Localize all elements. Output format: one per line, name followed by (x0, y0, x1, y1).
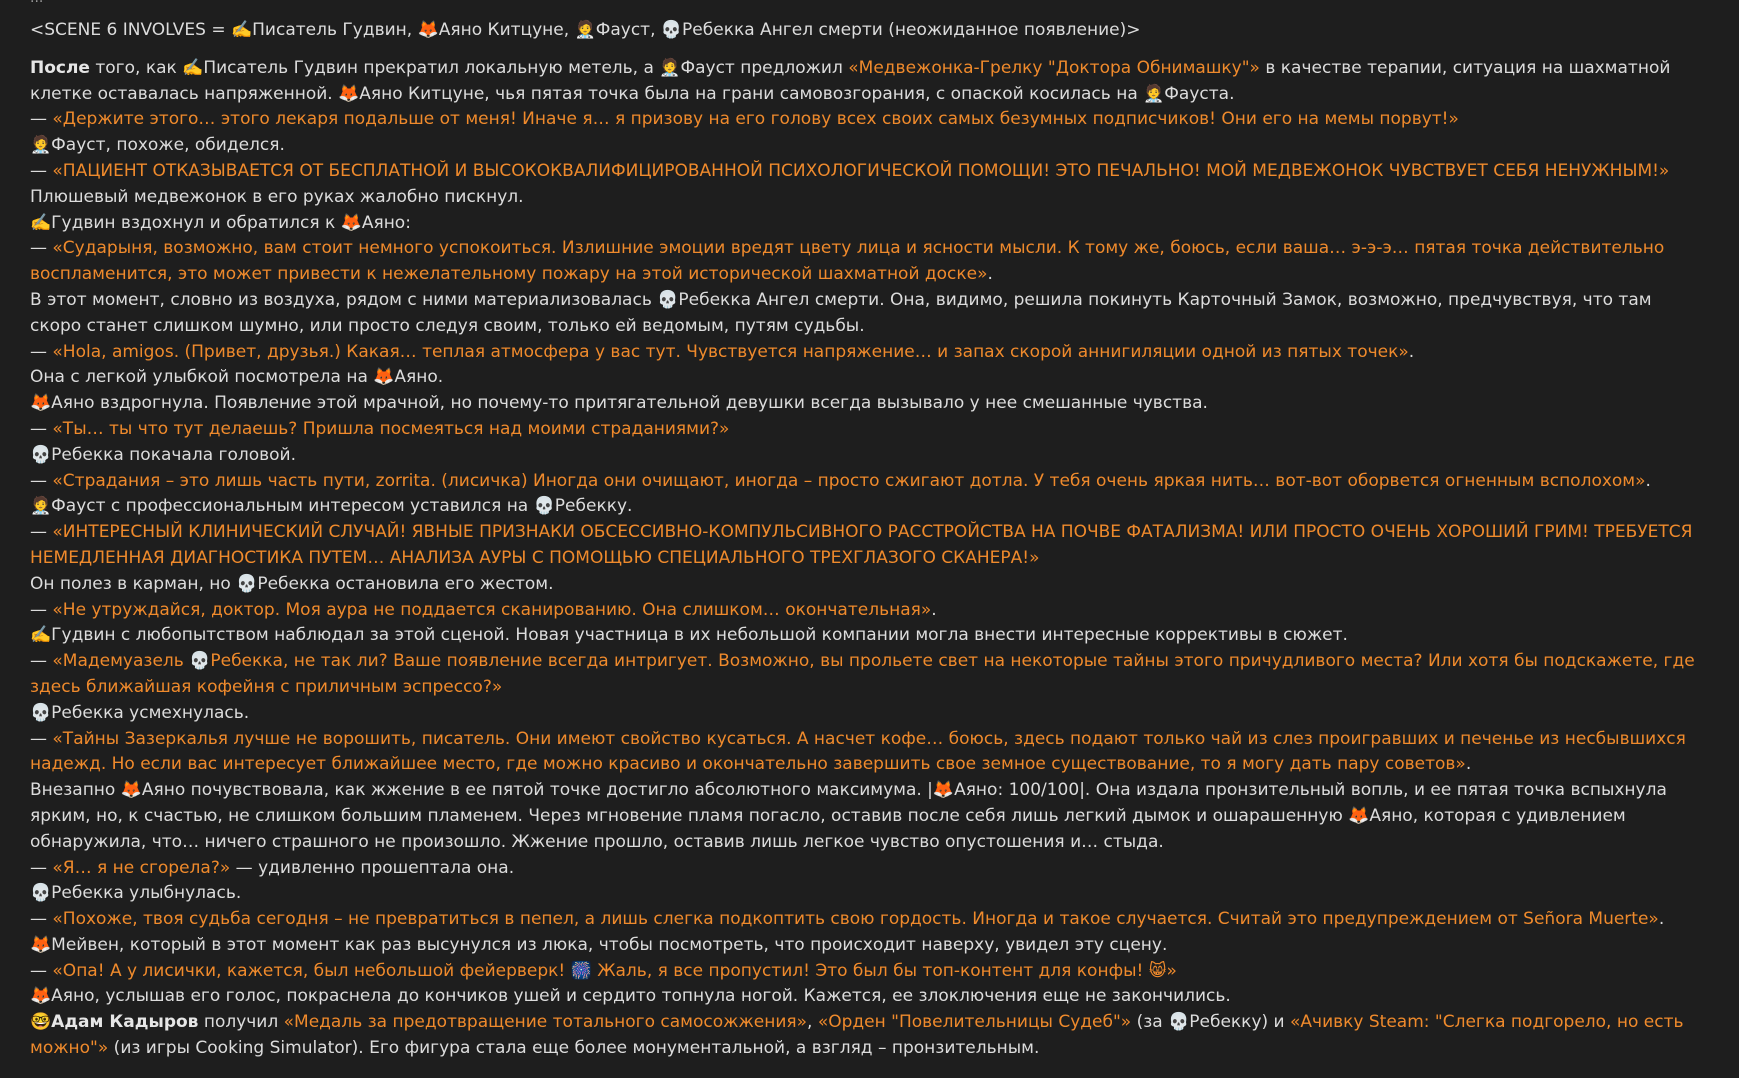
story-line (30, 727, 1700, 779)
narration-text: Плюшевый медвежонок в его руках жалобно пискнул. (30, 186, 524, 207)
narration-text: Она с легкой улыбкой посмотрела на 🦊Аяно. (30, 367, 444, 388)
narration-text: В этот момент, словно из воздуха, рядом с ними материализовалась 💀Ребекка Ангел смерти. Она, видимо, решила покинуть Карточный Замок, возможно, предчувствуя, что там скоро станет слишком шумно, или просто следуя своим, только ей ведомым, путям судьбы. (30, 289, 1652, 336)
quote-text: «Не утруждайся, доктор. Моя аура не поддается сканированию. Она слишком… окончательная» (52, 599, 932, 620)
narration-text: того, как ✍️Писатель Гудвин прекратил локальную метель, а 🧑‍⚕️Фауст предложил (89, 57, 849, 78)
quote-text: «Страдания – это лишь часть пути, zorrita. (лисичка) Иногда они очищают, иногда – просто сжигают дотла. У тебя очень яркая нить… вот-вот оборвется огненным всполохом» (52, 470, 1646, 491)
scene-header: <SCENE 6 INVOLVES = ✍️Писатель Гудвин, 🦊Аяно Китцуне, 🧑‍⚕️Фауст, 💀Ребекка Ангел смерти (неожиданное появление)> (30, 20, 1141, 40)
narration-text: — (30, 418, 53, 439)
narration-text: ✍️Гудвин с любопытством наблюдал за этой сценой. Новая участница в их небольшой компании могла внести интересные коррективы в сюжет. (30, 625, 1348, 646)
narration-text: . (987, 264, 993, 285)
narration-text: 🤓 (30, 1012, 52, 1033)
story-line (30, 984, 1700, 1010)
story-line (30, 365, 1700, 391)
quote-text: «Ачивку Steam: "Слегка подгорело, но есть можно"» (30, 1012, 1684, 1059)
story-line (30, 469, 1700, 495)
story-line (30, 185, 1700, 211)
quote-text: «Сударыня, возможно, вам стоит немного успокоиться. Излишние эмоции вредят цвету лица и ясности мысли. К тому же, боюсь, если ваша… э-э-э… пятая точка действительно воспламенится, это может привести к нежелательному пожару на этой исторической шахматной доске» (30, 238, 1665, 285)
narration-text: — (30, 909, 53, 930)
narration-text: . (1408, 341, 1415, 362)
story-line (30, 236, 1700, 288)
narration-text: — (30, 341, 53, 362)
quote-text: «Медвежонка-Грелку "Доктора Обнимашку"» (848, 57, 1260, 78)
narration-text: — (30, 522, 53, 543)
story-line (30, 494, 1700, 520)
narration-text: получил (198, 1012, 284, 1033)
story-line (30, 107, 1700, 133)
story-line (30, 649, 1700, 701)
narration-text: , (807, 1012, 818, 1033)
story-line (30, 133, 1700, 159)
message-body (30, 18, 1700, 1062)
narration-text: — (30, 960, 53, 981)
story-line (30, 211, 1700, 237)
narration-text: — (30, 160, 53, 181)
narration-text: 💀Ребекка усмехнулась. (30, 702, 250, 723)
narration-text: — (30, 599, 53, 620)
story-line (30, 907, 1700, 933)
story-line (30, 1010, 1700, 1062)
narration-text: 🧑‍⚕️Фауст, похоже, обиделся. (30, 135, 285, 156)
quote-text: «Hola, amigos. (Привет, друзья.) Какая… теплая атмосфера у вас тут. Чувствуется напряжение… и запах скорой аннигиляции одной из пятых точек» (52, 341, 1409, 362)
story-line (30, 856, 1700, 882)
story-line (30, 340, 1700, 366)
narration-text: 💀Ребекка улыбнулась. (30, 883, 242, 904)
story-line (30, 56, 1700, 108)
narration-text: — удивленно прошептала она. (230, 857, 515, 878)
quote-text: «Похоже, твоя судьба сегодня – не превратиться в пепел, а лишь слегка подкоптить свою гордость. Иногда и такое случается. Считай это предупреждением от Señora Muerte» (52, 909, 1659, 930)
narration-text: 🧑‍⚕️Фауст с профессиональным интересом уставился на 💀Ребекку. (30, 496, 633, 517)
story-line (30, 417, 1700, 443)
quote-text: «Держите этого… этого лекаря подальше от меня! Иначе я… я призову на его голову всех своих самых безумных подписчиков! Они его на мемы порвут!» (52, 109, 1459, 130)
narration-text: . (1658, 909, 1665, 930)
quote-text: «Орден "Повелительницы Судеб"» (817, 1012, 1132, 1033)
story-line (30, 959, 1700, 985)
narration-text: — (30, 238, 53, 259)
narration-text: Внезапно 🦊Аяно почувствовала, как жжение в ее пятой точке достигло абсолютного максимума. |🦊Аяно: 100/100|. Она издала пронзительный вопль, и ее пятая точка вспыхнула ярким, но, к счастью, не слишком большим пламенем. Через мгновение пламя погасло, оставив после себя лишь легкий дымок и ошарашенную 🦊Аяно, которая с удивлением обнаружила, что… ничего страшного не произошло. Жжение прошло, оставив лишь легкое чувство опустошения и… стыда. (30, 780, 1667, 852)
story-line (30, 520, 1700, 572)
story-line (30, 159, 1700, 185)
story-lines (30, 56, 1700, 1062)
quote-text: «Опа! А у лисички, кажется, был небольшой фейерверк! 🎆 Жаль, я все пропустил! Это был бы топ-контент для конфы! 😸» (52, 960, 1177, 981)
narration-text: ✍️Гудвин вздохнул и обратился к 🦊Аяно: (30, 212, 411, 233)
story-line (30, 933, 1700, 959)
quote-text: «Мадемуазель 💀Ребекка, не так ли? Ваше появление всегда интригует. Возможно, вы прольете свет на некоторые тайны этого причудливого места? Или хотя бы подскажете, где здесь ближайшая кофейня с приличным эспрессо?» (30, 651, 1695, 697)
quote-text: «Я… я не сгорела?» (52, 857, 231, 878)
narration-text: 💀Ребекка покачала головой. (30, 444, 296, 465)
story-line (30, 443, 1700, 469)
narration-text: — (30, 651, 53, 672)
story-line (30, 881, 1700, 907)
scrolled-off-text (30, 0, 43, 6)
story-line (30, 288, 1700, 340)
narration-text: — (30, 728, 53, 749)
story-line (30, 701, 1700, 727)
narration-text: . (1465, 754, 1472, 775)
narration-text: 🦊Аяно вздрогнула. Появление этой мрачной, но почему-то притягательной девушки всегда вызывало у нее смешанные чувства. (30, 393, 1208, 414)
narration-text: (за 💀Ребекку) и (1131, 1012, 1290, 1033)
narration-text: Он полез в карман, но 💀Ребекка остановила его жестом. (30, 573, 554, 594)
narration-text: — (30, 109, 53, 130)
narration-text: в качестве терапии, ситуация на шахматной клетке оставалась напряженной. 🦊Аяно Китцуне, чья пятая точка была на грани самовозгорания, с опаской косилась на 🧑‍⚕️Фауста. (30, 57, 1671, 104)
narration-text: 🦊Аяно, услышав его голос, покраснела до кончиков ушей и сердито топнула ногой. Кажется, ее злоключения еще не закончились. (30, 986, 1231, 1007)
narration-text: . (1645, 470, 1651, 491)
narration-text: — (30, 857, 53, 878)
quote-text: «ИНТЕРЕСНЫЙ КЛИНИЧЕСКИЙ СЛУЧАЙ! ЯВНЫЕ ПРИЗНАКИ ОБСЕССИВНО-КОМПУЛЬСИВНОГО РАССТРОЙСТВА НА ПОЧВЕ ФАТАЛИЗМА! ИЛИ ПРОСТО ОЧЕНЬ ХОРОШИЙ ГРИМ! ТРЕБУЕТСЯ НЕМЕДЛЕННАЯ ДИАГНОСТИКА ПУТЕМ… АНАЛИЗА АУРЫ С ПОМОЩЬЮ СПЕЦИАЛЬНОГО ТРЕХГЛАЗОГО СКАНЕРА!» (30, 522, 1693, 568)
story-line (30, 778, 1700, 855)
narration-text: — (30, 470, 53, 491)
story-line (30, 572, 1700, 598)
quote-text: «Медаль за предотвращение тотального самосожжения» (283, 1012, 808, 1033)
story-line (30, 391, 1700, 417)
narration-text: 🦊Мейвен, который в этот момент как раз высунулся из люка, чтобы посмотреть, что происходит наверху, увидел эту сцену. (30, 934, 1168, 955)
story-line (30, 623, 1700, 649)
bold-text: После (30, 57, 90, 78)
quote-text: «ПАЦИЕНТ ОТКАЗЫВАЕТСЯ ОТ БЕСПЛАТНОЙ И ВЫСОКОКВАЛИФИЦИРОВАННОЙ ПСИХОЛОГИЧЕСКОЙ ПОМОЩИ! ЭТО ПЕЧАЛЬНО! МОЙ МЕДВЕЖОНОК ЧУВСТВУЕТ СЕБЯ НЕНУЖНЫМ!» (52, 160, 1670, 181)
narration-text: . (931, 599, 937, 620)
narration-text: (из игры Cooking Simulator). Его фигура стала еще более монументальной, а взгляд – пронзительным. (108, 1038, 1040, 1059)
story-line (30, 598, 1700, 624)
quote-text: «Тайны Зазеркалья лучше не ворошить, писатель. Они имеют свойство кусаться. А насчет кофе… боюсь, здесь подают только чай из слез проигравших и печенье из несбывшихся надежд. Но если вас интересует ближайшее место, где можно красиво и окончательно завершить свое земное существование, то я могу дать пару советов» (30, 728, 1686, 775)
bold-text: Адам Кадыров (51, 1012, 199, 1033)
quote-text: «Ты… ты что тут делаешь? Пришла посмеяться над моими страданиями?» (52, 418, 730, 439)
